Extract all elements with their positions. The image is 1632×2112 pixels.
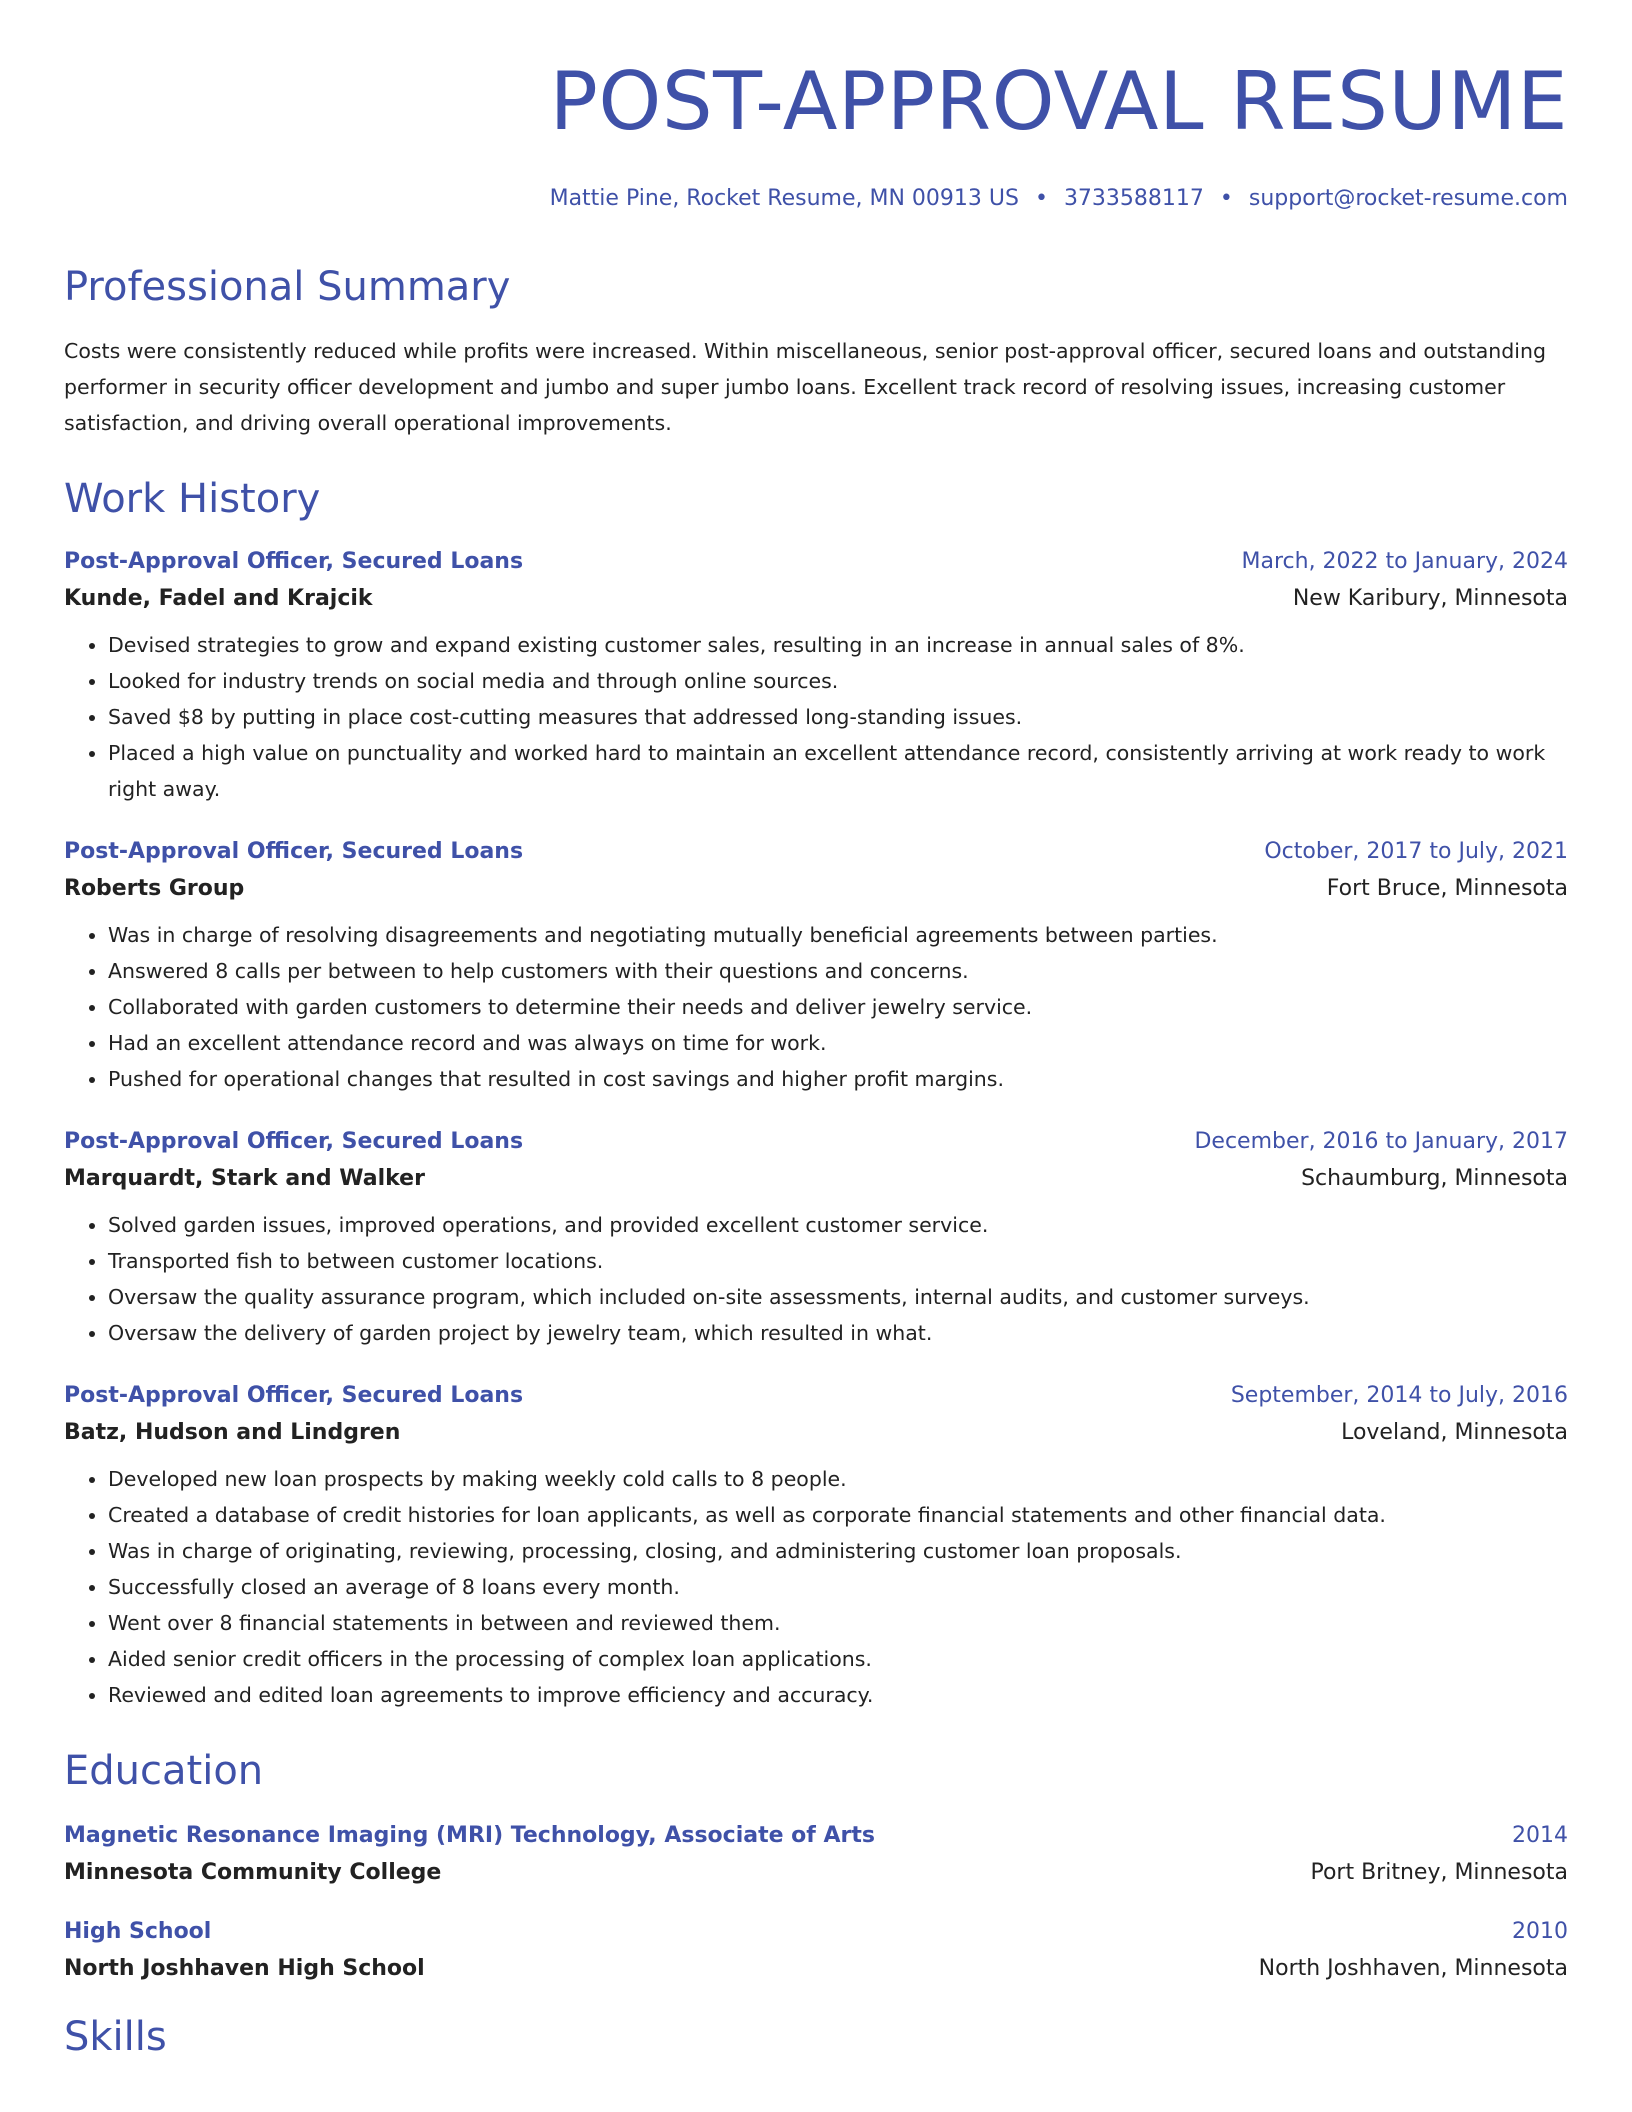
job-header-row — [64, 1383, 1568, 1408]
job-dates: December, 2016 to January, 2017 — [1194, 1129, 1568, 1154]
job-bullet: • Placed a high value on punctuality and worked hard to maintain an excellent attendance record, consistently arriving at work ready to work right away. — [108, 735, 1568, 807]
job-bullet: • Reviewed and edited loan agreements to improve efficiency and accuracy. — [108, 1677, 1568, 1713]
job-location: Loveland, Minnesota — [1341, 1420, 1568, 1445]
job-bullet: • Oversaw the quality assurance program, which included on-site assessments, internal audits, and customer surveys. — [108, 1279, 1568, 1315]
job-employer-row — [64, 876, 1568, 901]
job-bullet: • Created a database of credit histories for loan applicants, as well as corporate financial statements and other financial data. — [108, 1497, 1568, 1533]
job-bullet: • Pushed for operational changes that resulted in cost savings and higher profit margins. — [108, 1061, 1568, 1097]
work-history-heading: Work History — [64, 476, 321, 522]
job-dates: September, 2014 to July, 2016 — [1230, 1383, 1568, 1408]
skills-heading: Skills — [64, 2014, 167, 2060]
job-entry — [64, 1129, 1568, 1351]
job-entry — [64, 1383, 1568, 1713]
job-bullet: • Successfully closed an average of 8 loans every month. — [108, 1569, 1568, 1605]
job-bullet-list — [64, 1207, 1568, 1351]
job-bullet-list — [64, 1461, 1568, 1713]
education-entry — [64, 1823, 1568, 1885]
education-school: Minnesota Community College — [64, 1860, 442, 1885]
contact-phone: 3733588117 — [1063, 186, 1204, 211]
job-bullet: • Looked for industry trends on social media and through online sources. — [108, 663, 1568, 699]
job-bullet-list — [64, 917, 1568, 1097]
job-employer: Kunde, Fadel and Krajcik — [64, 586, 373, 611]
resume-title: POST-APPROVAL RESUME — [549, 55, 1568, 148]
job-employer: Roberts Group — [64, 876, 245, 901]
education-entry — [64, 1919, 1568, 1981]
education-school-row — [64, 1860, 1568, 1885]
job-bullet: • Transported fish to between customer locations. — [108, 1243, 1568, 1279]
job-title: Post-Approval Officer, Secured Loans — [64, 549, 524, 574]
job-location: Schaumburg, Minnesota — [1301, 1166, 1568, 1191]
job-location: Fort Bruce, Minnesota — [1326, 876, 1568, 901]
contact-address: Mattie Pine, Rocket Resume, MN 00913 US — [549, 186, 1019, 211]
education-school-row — [64, 1956, 1568, 1981]
job-bullet: • Was in charge of resolving disagreements and negotiating mutually beneficial agreements between parties. — [108, 917, 1568, 953]
job-header-row — [64, 839, 1568, 864]
job-employer: Marquardt, Stark and Walker — [64, 1166, 425, 1191]
job-bullet-list — [64, 627, 1568, 807]
job-bullet: • Saved $8 by putting in place cost-cutting measures that addressed long-standing issues. — [108, 699, 1568, 735]
job-bullet: • Oversaw the delivery of garden project by jewelry team, which resulted in what. — [108, 1315, 1568, 1351]
contact-separator: • — [1034, 186, 1048, 211]
job-dates: October, 2017 to July, 2021 — [1264, 839, 1568, 864]
contact-separator: • — [1219, 186, 1233, 211]
contact-email[interactable]: support@rocket-resume.com — [1248, 186, 1568, 211]
job-location: New Karibury, Minnesota — [1292, 586, 1568, 611]
contact-line — [64, 186, 1568, 211]
education-degree: Magnetic Resonance Imaging (MRI) Technology, Associate of Arts — [64, 1823, 876, 1848]
job-title: Post-Approval Officer, Secured Loans — [64, 839, 524, 864]
job-bullet: • Developed new loan prospects by making weekly cold calls to 8 people. — [108, 1461, 1568, 1497]
education-school: North Joshhaven High School — [64, 1956, 425, 1981]
education-heading: Education — [64, 1748, 264, 1794]
education-degree: High School — [64, 1919, 212, 1944]
education-header-row — [64, 1823, 1568, 1848]
job-employer-row — [64, 586, 1568, 611]
job-bullet: • Went over 8 financial statements in between and reviewed them. — [108, 1605, 1568, 1641]
education-location: Port Britney, Minnesota — [1310, 1860, 1568, 1885]
job-bullet: • Solved garden issues, improved operations, and provided excellent customer service. — [108, 1207, 1568, 1243]
education-year: 2010 — [1512, 1919, 1568, 1944]
education-header-row — [64, 1919, 1568, 1944]
job-bullet: • Was in charge of originating, reviewing, processing, closing, and administering customer loan proposals. — [108, 1533, 1568, 1569]
job-bullet: • Collaborated with garden customers to determine their needs and deliver jewelry service. — [108, 989, 1568, 1025]
job-bullet: • Answered 8 calls per between to help customers with their questions and concerns. — [108, 953, 1568, 989]
job-header-row — [64, 1129, 1568, 1154]
job-employer-row — [64, 1166, 1568, 1191]
job-title: Post-Approval Officer, Secured Loans — [64, 1383, 524, 1408]
job-bullet: • Had an excellent attendance record and was always on time for work. — [108, 1025, 1568, 1061]
job-employer-row — [64, 1420, 1568, 1445]
job-entry — [64, 839, 1568, 1097]
summary-text: Costs were consistently reduced while profits were increased. Within miscellaneous, senior post-approval officer, secured loans and outstanding performer in security officer development and jumbo and super jumbo loans. Excellent track record of resolving issues, increasing customer satisfaction, and driving overall operational improvements. — [64, 339, 1546, 435]
education-location: North Joshhaven, Minnesota — [1258, 1956, 1568, 1981]
job-header-row — [64, 549, 1568, 574]
job-employer: Batz, Hudson and Lindgren — [64, 1420, 401, 1445]
education-year: 2014 — [1512, 1823, 1568, 1848]
job-dates: March, 2022 to January, 2024 — [1241, 549, 1568, 574]
job-entry — [64, 549, 1568, 807]
summary-heading: Professional Summary — [64, 264, 511, 310]
job-bullet: • Devised strategies to grow and expand existing customer sales, resulting in an increase in annual sales of 8%. — [108, 627, 1568, 663]
job-bullet: • Aided senior credit officers in the processing of complex loan applications. — [108, 1641, 1568, 1677]
job-title: Post-Approval Officer, Secured Loans — [64, 1129, 524, 1154]
